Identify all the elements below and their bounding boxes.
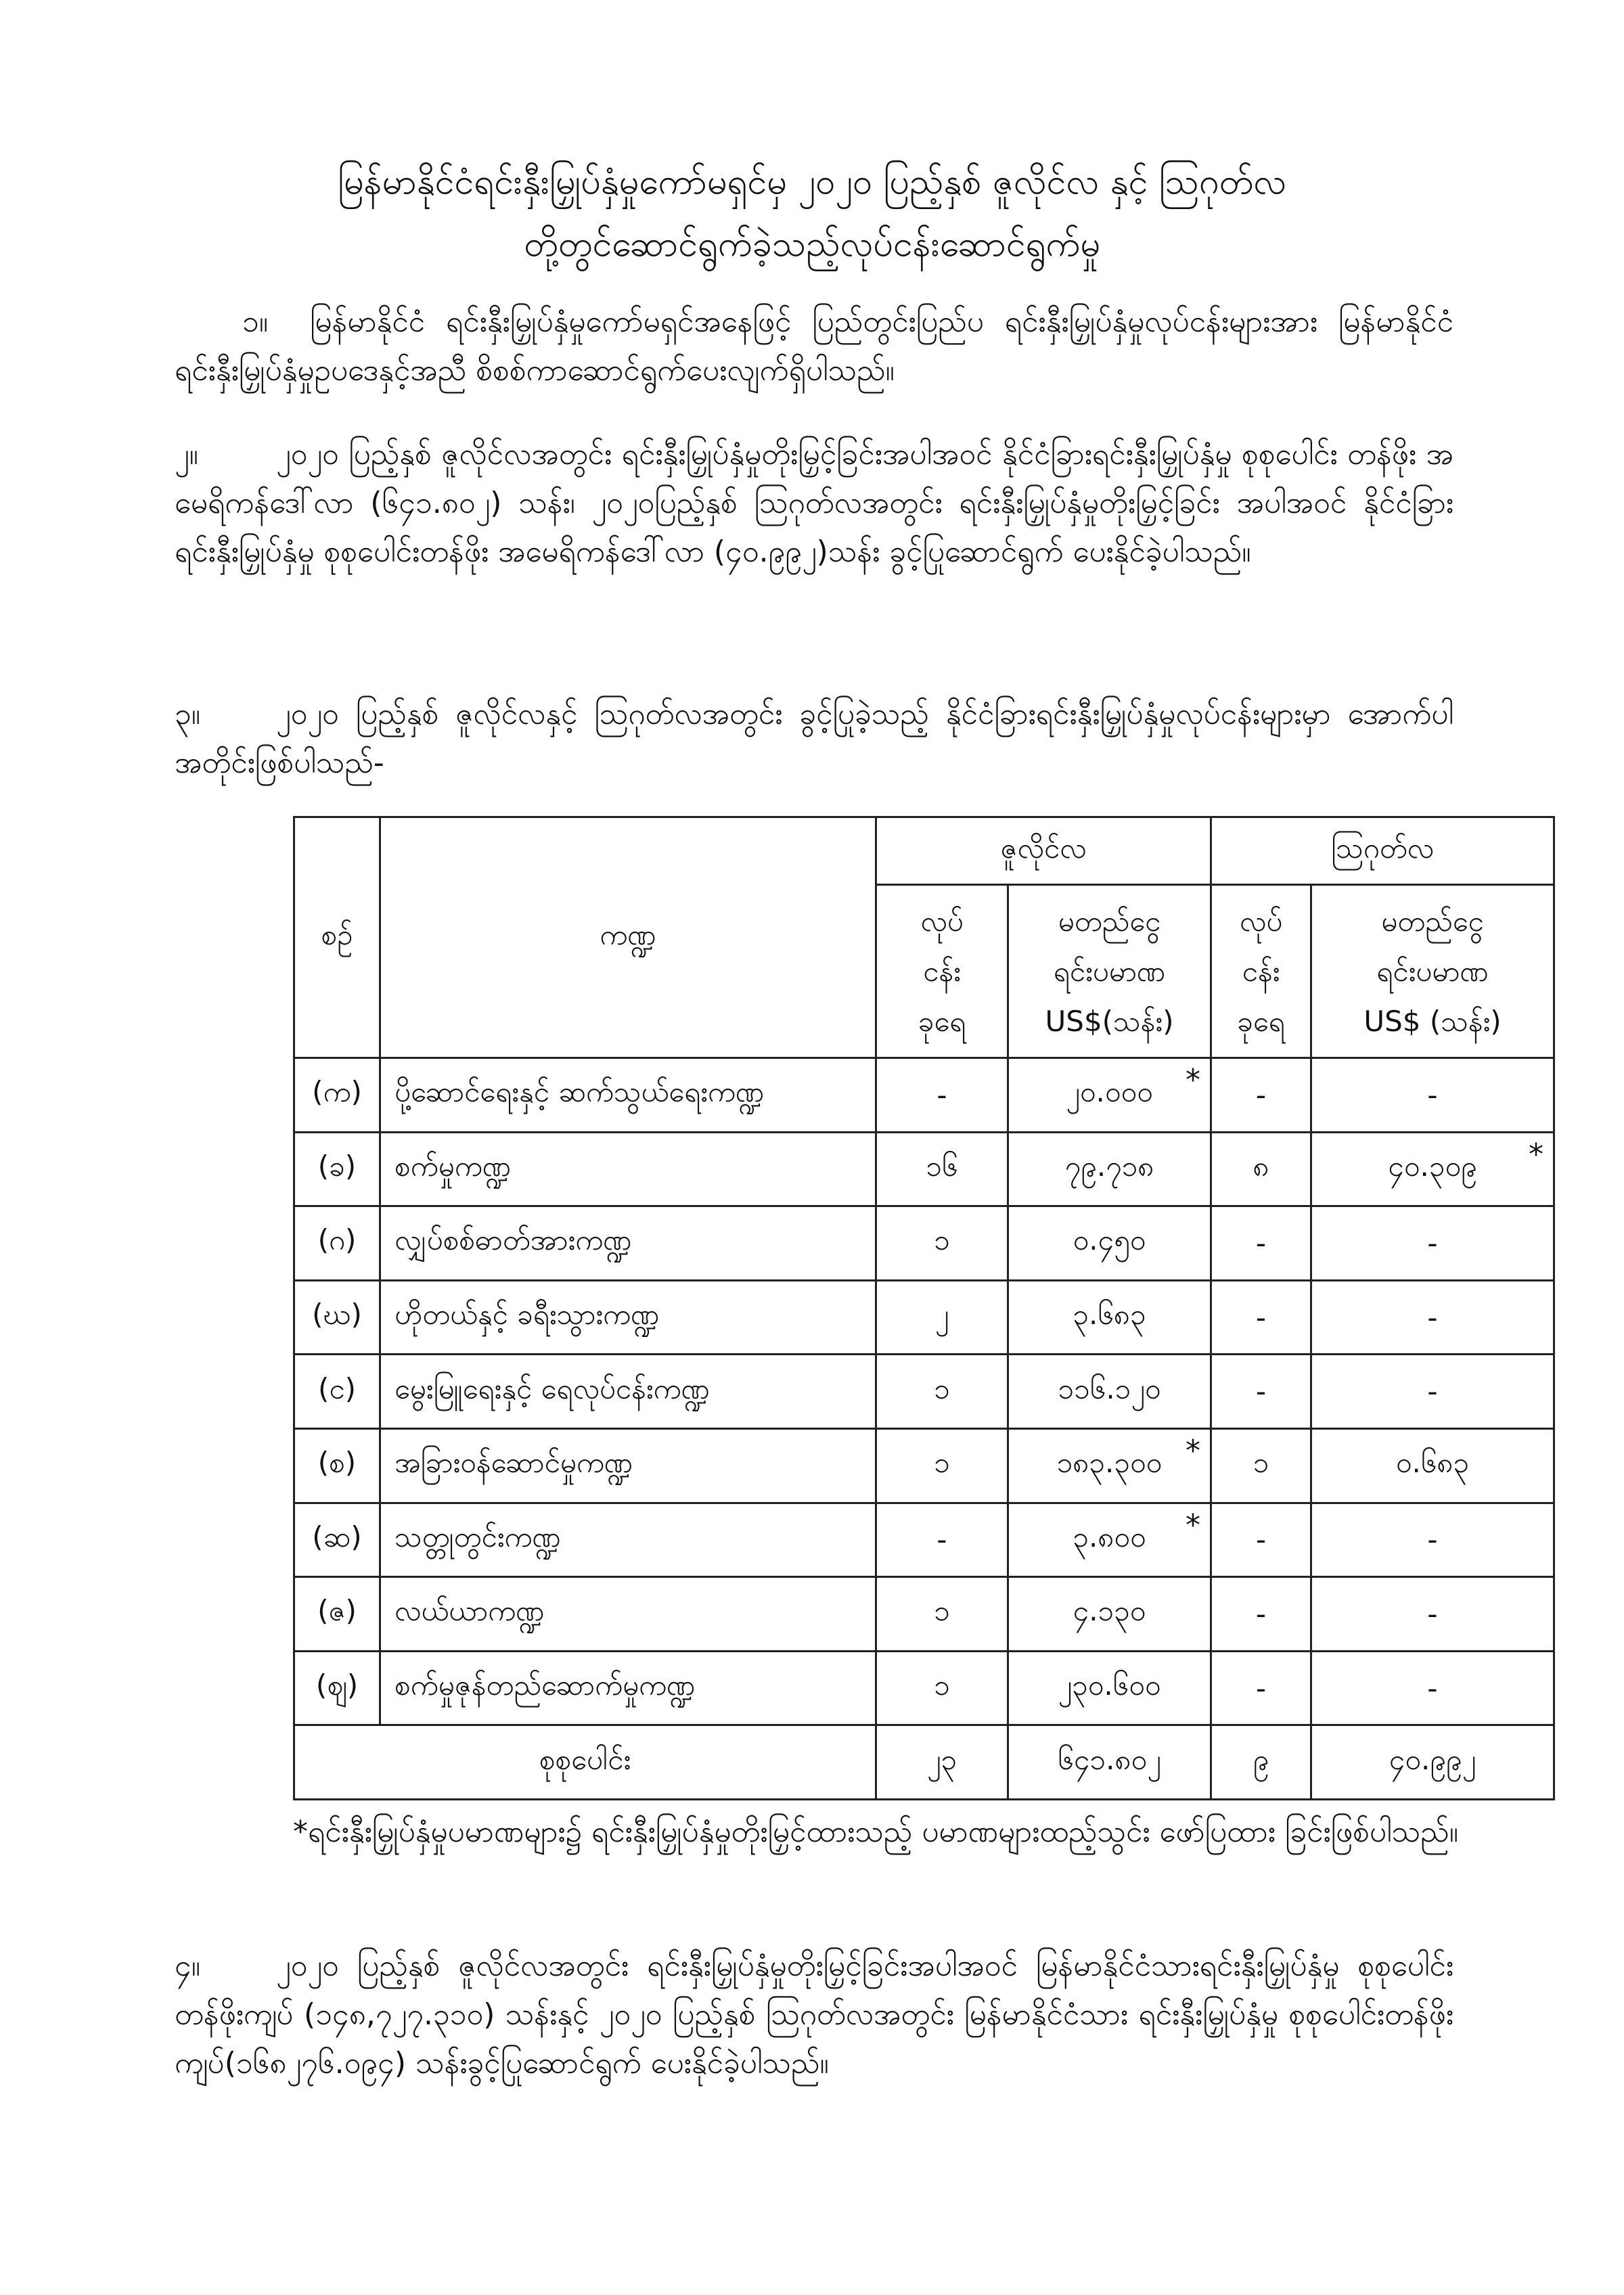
table-total-row <box>294 1725 1554 1800</box>
document-title-line-2: တို့တွင်ဆောင်ရွက်ခဲ့သည့်လုပ်ငန်းဆောင်ရွက်မှု <box>524 224 1100 265</box>
row-sector: မွေးမြူရေးနှင့် ရေလုပ်ငန်းကဏ္ဍ <box>380 1355 876 1429</box>
header-line: ငန်း <box>1242 954 1280 988</box>
header-line: ရင်းပမာဏ <box>1376 954 1489 988</box>
row-august-count: - <box>1211 1206 1311 1281</box>
paragraph-text: မြန်မာနိုင်ငံ ရင်းနှီးမြှုပ်နှံမှုကော်မရှင်အနေဖြင့် ပြည်တွင်းပြည်ပ ရင်းနှီးမြှုပ်နှံမှုလုပ်ငန်းများအား မြန်မာနိုင်ငံ ရင်းနှီးမြှုပ်နှံမှုဥပဒေနှင့်အညီ စိစစ်ကာဆောင်ရွက်ပေးလျက်ရှိပါသည်။ <box>175 304 1453 388</box>
row-sector: လျှပ်စစ်ဓာတ်အားကဏ္ဍ <box>380 1206 876 1281</box>
paragraph-number: ၂။ <box>175 437 198 472</box>
table-row <box>294 1206 1554 1281</box>
row-july-count: ၁ <box>876 1206 1008 1281</box>
header-line: ခုရေ <box>1237 1004 1285 1038</box>
header-line: ငန်း <box>923 954 961 988</box>
header-line: မတည်ငွေ <box>1058 904 1161 938</box>
paragraph-number: ၃။ <box>175 697 201 731</box>
row-sector: သတ္တုတွင်းကဏ္ဍ <box>380 1503 876 1577</box>
table-row <box>294 1132 1554 1206</box>
row-august-amount: - <box>1311 1577 1554 1652</box>
row-july-count: ၁ <box>876 1577 1008 1652</box>
table-row <box>294 1280 1554 1355</box>
row-no: (ဂ) <box>294 1206 380 1281</box>
row-july-amount: ၇၉.၇၁၈ <box>1008 1132 1211 1206</box>
row-august-count: - <box>1211 1503 1311 1577</box>
row-august-amount: - <box>1311 1058 1554 1133</box>
row-august-amount: - <box>1311 1503 1554 1577</box>
table-row <box>294 1651 1554 1725</box>
column-header-august-count <box>1211 885 1311 1058</box>
header-line: မတည်ငွေ <box>1381 904 1484 938</box>
row-august-count: - <box>1211 1355 1311 1429</box>
header-line: ရင်းပမာဏ <box>1053 954 1166 988</box>
total-july-amount: ၆၄၁.၈၀၂ <box>1008 1725 1211 1800</box>
row-july-amount: ၁၁၆.၁၂၀ <box>1008 1355 1211 1429</box>
total-august-amount: ၄၀.၉၉၂ <box>1311 1725 1554 1800</box>
row-no: (ဇ) <box>294 1577 380 1652</box>
table-row <box>294 1428 1554 1503</box>
row-no: (စ) <box>294 1428 380 1503</box>
header-line: US$(သန်း) <box>1045 1004 1174 1038</box>
row-august-amount: - <box>1311 1206 1554 1281</box>
row-july-amount: ၂၀.၀၀၀ * <box>1008 1058 1211 1133</box>
row-august-amount: ၀.၆၈၃ <box>1311 1428 1554 1503</box>
paragraph-text: ၂၀၂၀ ပြည့်နှစ် ဇူလိုင်လအတွင်း ရင်းနှီးမြှုပ်နှံမှုတိုးမြှင့်ခြင်းအပါအဝင် မြန်မာနိုင်ငံသားရင်းနှီးမြှုပ်နှံမှု စုစုပေါင်းတန်ဖိုးကျပ် (၁၄၈,၇၂၇.၃၁၀) သန်းနှင့် ၂၀၂၀ ပြည့်နှစ် ဩဂုတ်လအတွင်း မြန်မာနိုင်ငံသား ရင်းနှီးမြှုပ်နှံမှု စုစုပေါင်းတန်ဖိုးကျပ်(၁၆၈၂၇၆.၀၉၄) သန်းခွင့်ပြုဆောင်ရွက် ပေးနိုင်ခဲ့ပါသည်။ <box>175 1949 1453 2081</box>
row-july-count: - <box>876 1058 1008 1133</box>
row-no: (င) <box>294 1355 380 1429</box>
row-august-count: - <box>1211 1577 1311 1652</box>
row-no: (ဆ) <box>294 1503 380 1577</box>
header-line: လုပ် <box>920 904 964 938</box>
investment-table <box>293 816 1555 1800</box>
total-august-count: ၉ <box>1211 1725 1311 1800</box>
header-line: US$ (သန်း) <box>1363 1004 1502 1038</box>
paragraph-number: ၄။ <box>175 1949 201 1983</box>
row-august-count: - <box>1211 1280 1311 1355</box>
row-july-count: ၁၆ <box>876 1132 1008 1206</box>
row-july-count: ၁ <box>876 1355 1008 1429</box>
row-sector: စက်မှုဇုန်တည်ဆောက်မှုကဏ္ဍ <box>380 1651 876 1725</box>
column-header-july-count <box>876 885 1008 1058</box>
row-august-amount: - <box>1311 1280 1554 1355</box>
row-august-amount: - <box>1311 1355 1554 1429</box>
row-july-count: - <box>876 1503 1008 1577</box>
row-sector: လယ်ယာကဏ္ဍ <box>380 1577 876 1652</box>
row-july-amount: ၃.၆၈၃ <box>1008 1280 1211 1355</box>
table-row <box>294 1503 1554 1577</box>
row-july-amount: ၃.၈၀၀ * <box>1008 1503 1211 1577</box>
row-no: (ဃ) <box>294 1280 380 1355</box>
row-august-count: - <box>1211 1651 1311 1725</box>
column-header-july-amount <box>1008 885 1211 1058</box>
paragraph-1 <box>175 298 1453 395</box>
table-footnote: *ရင်းနှီးမြှုပ်နှံမှုပမာဏများ၌ ရင်းနှီးမြှုပ်နှံမှုတိုးမြှင့်ထားသည့် ပမာဏများထည့်သွင်း ဖော်ပြထား ခြင်းဖြစ်ပါသည်။ <box>293 1815 1459 1849</box>
row-no: (ခ) <box>294 1132 380 1206</box>
row-july-count: ၁ <box>876 1651 1008 1725</box>
row-no: (ဈ) <box>294 1651 380 1725</box>
paragraph-text: ၂၀၂၀ ပြည့်နှစ် ဇူလိုင်လအတွင်း ရင်းနှီးမြှုပ်နှံမှုတိုးမြှင့်ခြင်းအပါအဝင် နိုင်ငံခြားရင်းနှီးမြှုပ်နှံမှု စုစုပေါင်း တန်ဖိုး အမေရိကန်ဒေါ်လာ (၆၄၁.၈၀၂) သန်း၊ ၂၀၂၀ပြည့်နှစ် ဩဂုတ်လအတွင်း ရင်းနှီးမြှုပ်နှံမှုတိုးမြှင့်ခြင်း အပါအဝင် နိုင်ငံခြားရင်းနှီးမြှုပ်နှံမှု စုစုပေါင်းတန်ဖိုး အမေရိကန်ဒေါ်လာ (၄၀.၉၉၂)သန်း ခွင့်ပြုဆောင်ရွက် ပေးနိုင်ခဲ့ပါသည်။ <box>175 437 1453 569</box>
row-sector: စက်မှုကဏ္ဍ <box>380 1132 876 1206</box>
table-row <box>294 1355 1554 1429</box>
row-no: (က) <box>294 1058 380 1133</box>
paragraph-2 <box>175 430 1453 576</box>
row-july-amount: ၁၈၃.၃၀၀ * <box>1008 1428 1211 1503</box>
total-july-count: ၂၃ <box>876 1725 1008 1800</box>
row-july-amount: ၀.၄၅၀ <box>1008 1206 1211 1281</box>
header-line: လုပ် <box>1239 904 1283 938</box>
paragraph-3 <box>175 690 1453 788</box>
row-july-count: ၁ <box>876 1428 1008 1503</box>
row-july-amount: ၄.၁၃၀ <box>1008 1577 1211 1652</box>
column-header-july: ဇူလိုင်လ <box>876 817 1211 885</box>
row-sector: အခြားဝန်ဆောင်မှုကဏ္ဍ <box>380 1428 876 1503</box>
table-row <box>294 1058 1554 1133</box>
row-august-amount: - <box>1311 1651 1554 1725</box>
row-sector: ဟိုတယ်နှင့် ခရီးသွားကဏ္ဍ <box>380 1280 876 1355</box>
row-august-count: - <box>1211 1058 1311 1133</box>
column-header-no: စဉ် <box>294 817 380 1058</box>
row-july-count: ၂ <box>876 1280 1008 1355</box>
row-sector: ပို့ဆောင်ရေးနှင့် ဆက်သွယ်ရေးကဏ္ဍ <box>380 1058 876 1133</box>
row-july-amount: ၂၃၀.၆၀၀ <box>1008 1651 1211 1725</box>
column-header-sector: ကဏ္ဍ <box>380 817 876 1058</box>
header-line: ခုရေ <box>918 1004 966 1038</box>
total-label: စုစုပေါင်း <box>294 1725 876 1800</box>
paragraph-4 <box>175 1942 1453 2088</box>
row-august-amount: ၄၀.၃၀၉ * <box>1311 1132 1554 1206</box>
paragraph-number: ၁။ <box>242 304 269 339</box>
paragraph-text: ၂၀၂၀ ပြည့်နှစ် ဇူလိုင်လနှင့် ဩဂုတ်လအတွင်း ခွင့်ပြုခဲ့သည့် နိုင်ငံခြားရင်းနှီးမြှုပ်နှံမှုလုပ်ငန်းများမှာ အောက်ပါအတိုင်းဖြစ်ပါသည်- <box>175 697 1453 780</box>
row-august-count: ၈ <box>1211 1132 1311 1206</box>
row-august-count: ၁ <box>1211 1428 1311 1503</box>
column-header-august-amount <box>1311 885 1554 1058</box>
document-title-line-1: မြန်မာနိုင်ငံရင်းနှီးမြှုပ်နှံမှုကော်မရှင်မှ ၂၀၂၀ ပြည့်နှစ် ဇူလိုင်လ နှင့် ဩဂုတ်လ <box>338 162 1286 202</box>
column-header-august: ဩဂုတ်လ <box>1211 817 1554 885</box>
table-row <box>294 1577 1554 1652</box>
